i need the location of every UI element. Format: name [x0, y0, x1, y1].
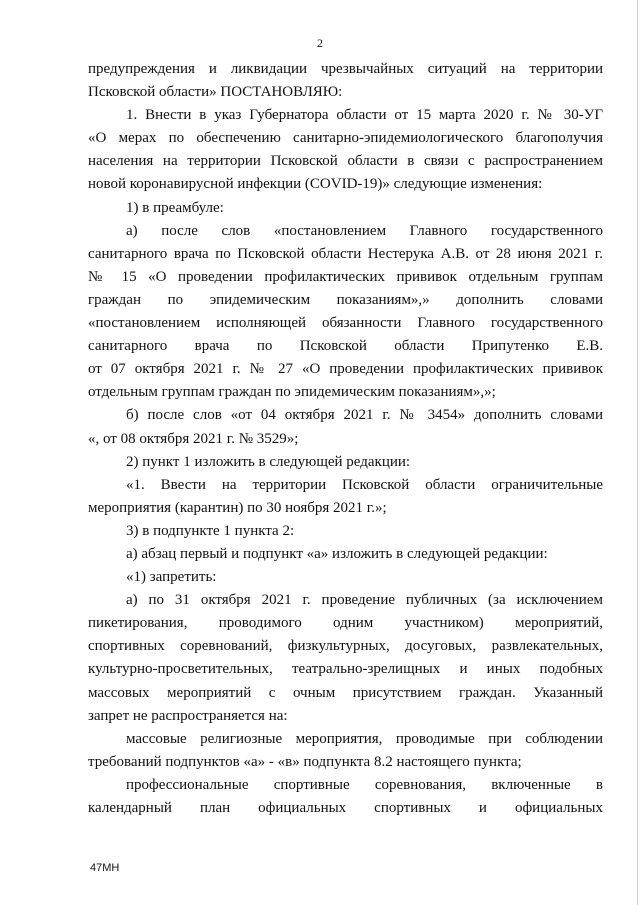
- document-body: [88, 58, 603, 820]
- text-line: календарный план официальных спортивных и официальных: [88, 800, 603, 816]
- text-line: Псковской области» ПОСТАНОВЛЯЮ:: [88, 84, 343, 101]
- body-text: [88, 58, 603, 820]
- text-line: 1. Внести в указ Губернатора области от 15 марта 2020 г. № 30-УГ: [126, 107, 603, 124]
- text-line: «1. Ввести на территории Псковской области ограничительные: [126, 476, 603, 493]
- text-line: предупреждения и ликвидации чрезвычайных ситуаций на территории: [88, 61, 603, 77]
- text-line: от 07 октября 2021 г. № 27 «О проведении профилактических прививок: [88, 361, 603, 378]
- text-line: б) после слов «от 04 октября 2021 г. № 3454» дополнить словами: [126, 407, 603, 424]
- text-line: отдельным группам граждан по эпидемическим показаниям»,»;: [88, 384, 496, 401]
- text-line: запрет не распространяется на:: [88, 707, 288, 724]
- text-line: требований подпунктов «а» - «в» подпункта 8.2 настоящего пункта;: [88, 753, 522, 770]
- text-line: граждан по эпидемическим показаниям»,» дополнить словами: [88, 291, 603, 308]
- text-line: 1) в преамбуле:: [126, 199, 224, 216]
- text-line: 2) пункт 1 изложить в следующей редакции:: [126, 453, 411, 470]
- text-line: а) по 31 октября 2021 г. проведение публичных (за исключением: [126, 592, 603, 609]
- footer-document-code: 47МН: [90, 862, 120, 874]
- text-line: «О мерах по обеспечению санитарно-эпидемиологического благополучия: [88, 130, 603, 147]
- text-line: а) абзац первый и подпункт «а» изложить в следующей редакции:: [126, 545, 548, 562]
- text-line: массовых мероприятий с очным присутствием граждан. Указанный: [88, 684, 603, 701]
- text-line: 3) в подпункте 1 пункта 2:: [126, 522, 295, 539]
- text-line: а) после слов «постановлением Главного государственного: [126, 222, 603, 239]
- text-line: «, от 08 октября 2021 г. № 3529»;: [88, 430, 299, 447]
- page-number: 2: [317, 36, 323, 50]
- text-line: культурно-просветительных, театрально-зрелищных и иных подобных: [88, 661, 603, 678]
- text-line: № 15 «О проведении профилактических прививок отдельным группам: [88, 268, 603, 285]
- text-line: спортивных соревнований, физкультурных, досуговых, развлекательных,: [88, 638, 603, 655]
- text-line: новой коронавирусной инфекции (COVID-19)» следующие изменения:: [88, 176, 543, 193]
- text-line: санитарного врача по Псковской области Нестерука А.В. от 28 июня 2021 г.: [88, 245, 603, 262]
- scan-edge-line: [637, 0, 638, 905]
- text-line: мероприятия (карантин) по 30 ноября 2021 г.»;: [88, 499, 387, 516]
- text-line: «1) запретить:: [126, 569, 217, 586]
- text-line: профессиональные спортивные соревнования, включенные в: [126, 776, 603, 793]
- text-line: «постановлением исполняющей обязанности Главного государственного: [88, 315, 603, 332]
- text-line: массовые религиозные мероприятия, проводимые при соблюдении: [126, 730, 603, 747]
- text-line: пикетирования, проводимого одним участником) мероприятий,: [88, 615, 603, 632]
- text-line: санитарного врача по Псковской области Припутенко Е.В.: [88, 338, 603, 355]
- text-line: населения на территории Псковской области в связи с распространением: [88, 153, 603, 170]
